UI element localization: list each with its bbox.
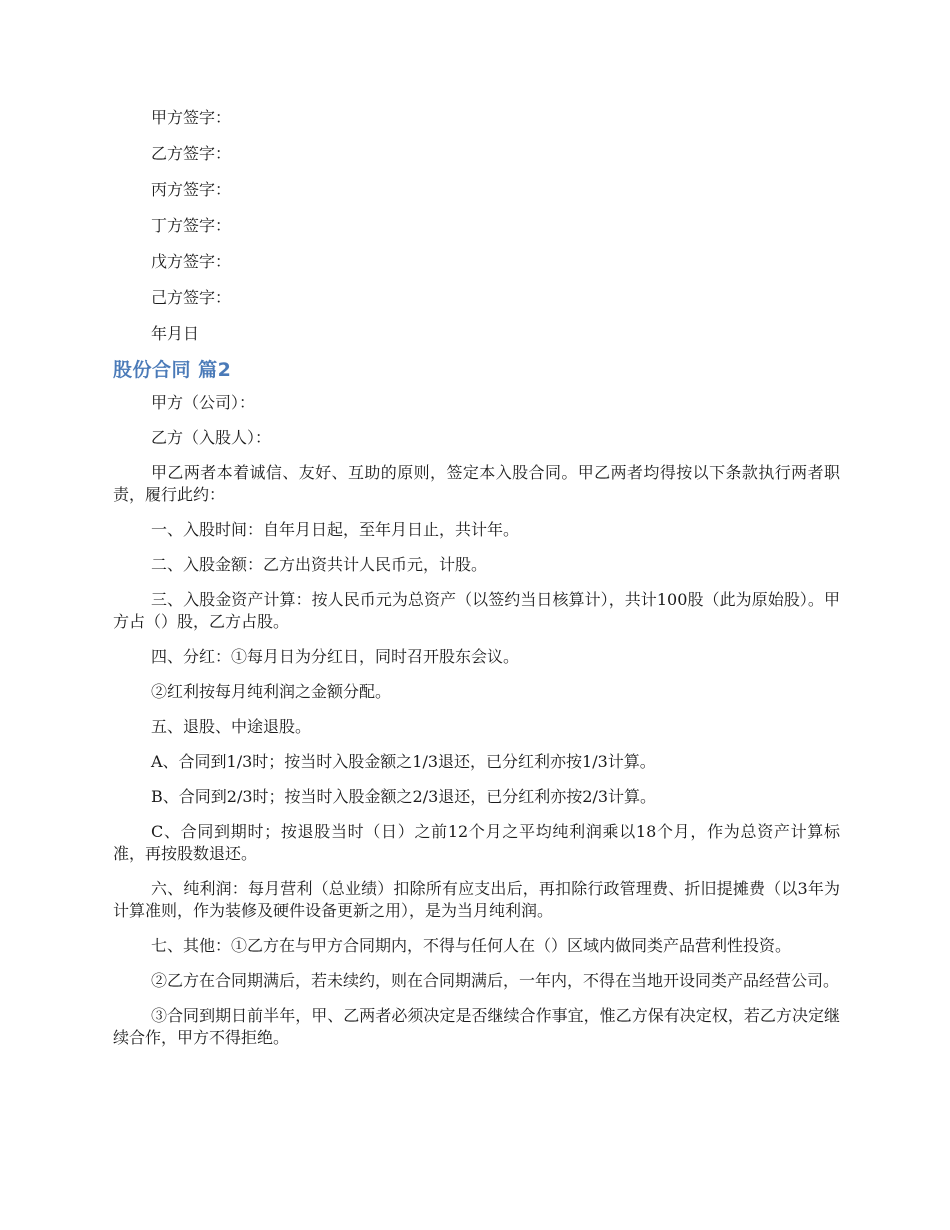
clause-5c-paragraph: C、合同到期时；按退股当时（日）之前12个月之平均纯利润乘以18个月，作为总资产计算标准，再按股数退还。 bbox=[113, 822, 840, 863]
clause-6-paragraph: 六、纯利润：每月营利（总业绩）扣除所有应支出后，再扣除行政管理费、折旧提摊费（以3年为计算准则，作为装修及硬件设备更新之用），是为当月纯利润。 bbox=[113, 879, 840, 920]
signature-party-a: 甲方签字： bbox=[151, 108, 232, 127]
signature-party-c: 丙方签字： bbox=[151, 180, 232, 199]
clause-4-paragraph: 四、分红：①每月日为分红日，同时召开股东会议。 bbox=[151, 647, 520, 666]
preamble-paragraph: 甲乙两者本着诚信、友好、互助的原则，签定本入股合同。甲乙两者均得按以下条款执行两者职责，履行此约： bbox=[113, 463, 840, 504]
contract-body bbox=[113, 392, 840, 1049]
section-title: 股份合同 篇2 bbox=[113, 359, 232, 381]
signature-party-d: 丁方签字： bbox=[151, 216, 232, 235]
party-a-line: 甲方（公司）： bbox=[151, 393, 256, 412]
clause-7-sub3-paragraph: ③合同到期日前半年，甲、乙两者必须决定是否继续合作事宜，惟乙方保有决定权，若乙方决定继续合作，甲方不得拒绝。 bbox=[113, 1006, 840, 1047]
clause-2-paragraph: 二、入股金额：乙方出资共计人民币元，计股。 bbox=[151, 555, 488, 574]
signature-date: 年月日 bbox=[151, 324, 200, 343]
clause-1-paragraph: 一、入股时间：自年月日起，至年月日止，共计年。 bbox=[151, 520, 520, 539]
signature-block bbox=[113, 108, 840, 344]
clause-5-paragraph: 五、退股、中途退股。 bbox=[151, 717, 312, 736]
signature-party-e: 戊方签字： bbox=[151, 252, 232, 271]
clause-3-paragraph: 三、入股金资产计算：按人民币元为总资产（以签约当日核算计），共计100股（此为原始股）。甲方占（）股，乙方占股。 bbox=[113, 590, 840, 631]
party-b-line: 乙方（入股人）： bbox=[151, 428, 272, 447]
clause-7-paragraph: 七、其他：①乙方在与甲方合同期内，不得与任何人在（）区域内做同类产品营利性投资。 bbox=[151, 936, 792, 955]
clause-4-sub-paragraph: ②红利按每月纯利润之金额分配。 bbox=[151, 682, 392, 701]
signature-party-b: 乙方签字： bbox=[151, 144, 232, 163]
clause-5a-paragraph: A、合同到1/3时；按当时入股金额之1/3退还，已分红利亦按1/3计算。 bbox=[151, 752, 656, 771]
clause-5b-paragraph: B、合同到2/3时；按当时入股金额之2/3退还，已分红利亦按2/3计算。 bbox=[151, 787, 657, 806]
clause-7-sub2-paragraph: ②乙方在合同期满后，若未续约，则在合同期满后，一年内，不得在当地开设同类产品经营公司。 bbox=[151, 971, 840, 990]
signature-party-f: 己方签字： bbox=[151, 288, 232, 307]
